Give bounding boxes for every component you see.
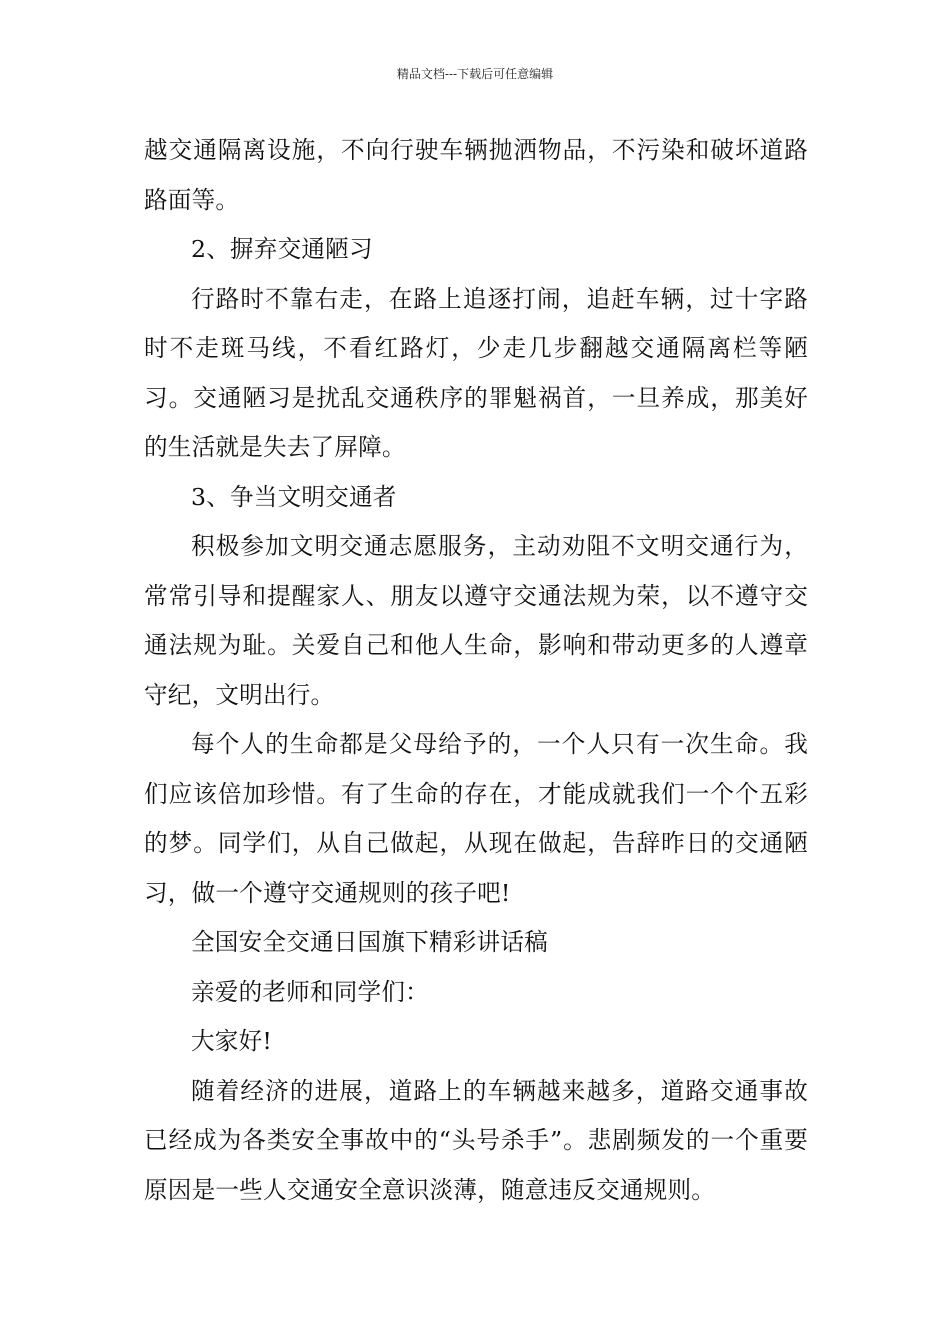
paragraph-intro: 随着经济的进展，道路上的车辆越来越多，道路交通事故已经成为各类安全事故中的“头号杀手”。悲剧频发的一个重要原因是一些人交通安全意识淡薄，随意违反交通规则。 bbox=[144, 1076, 808, 1204]
paragraph-bad-habits: 行路时不靠右走，在路上追逐打闹，追赶车辆，过十字路时不走斑马线，不看红路灯，少走几步翻越交通隔离栏等陋习。交通陋习是扰乱交通秩序的罪魁祸首，一旦养成，那美好的生活就是失去了屏障。 bbox=[144, 284, 808, 461]
document-body bbox=[144, 126, 808, 1215]
paragraph-continuation: 越交通隔离设施，不向行驶车辆抛洒物品，不污染和破坏道路路面等。 bbox=[144, 136, 808, 214]
speech-title: 全国安全交通日国旗下精彩讲话稿 bbox=[191, 928, 548, 956]
greeting: 大家好! bbox=[191, 1027, 273, 1055]
section-heading-2: 2、摒弃交通陋习 bbox=[191, 235, 373, 263]
paragraph-civilized-traffic: 积极参加文明交通志愿服务，主动劝阻不文明交通行为，常常引导和提醒家人、朋友以遵守交通法规为荣，以不遵守交通法规为耻。关爱自己和他人生命，影响和带动更多的人遵章守纪，文明出行。 bbox=[144, 532, 808, 709]
section-heading-3: 3、争当文明交通者 bbox=[191, 482, 397, 511]
page-header: 精品文档---下载后可任意编辑 bbox=[396, 67, 554, 81]
paragraph-cherish-life: 每个人的生命都是父母给予的，一个人只有一次生命。我们应该倍加珍惜。有了生命的存在，才能成就我们一个个五彩的梦。同学们，从自己做起，从现在做起，告辞昨日的交通陋习，做一个遵守交通规则的孩子吧! bbox=[144, 730, 808, 907]
salutation: 亲爱的老师和同学们： bbox=[191, 977, 429, 1006]
